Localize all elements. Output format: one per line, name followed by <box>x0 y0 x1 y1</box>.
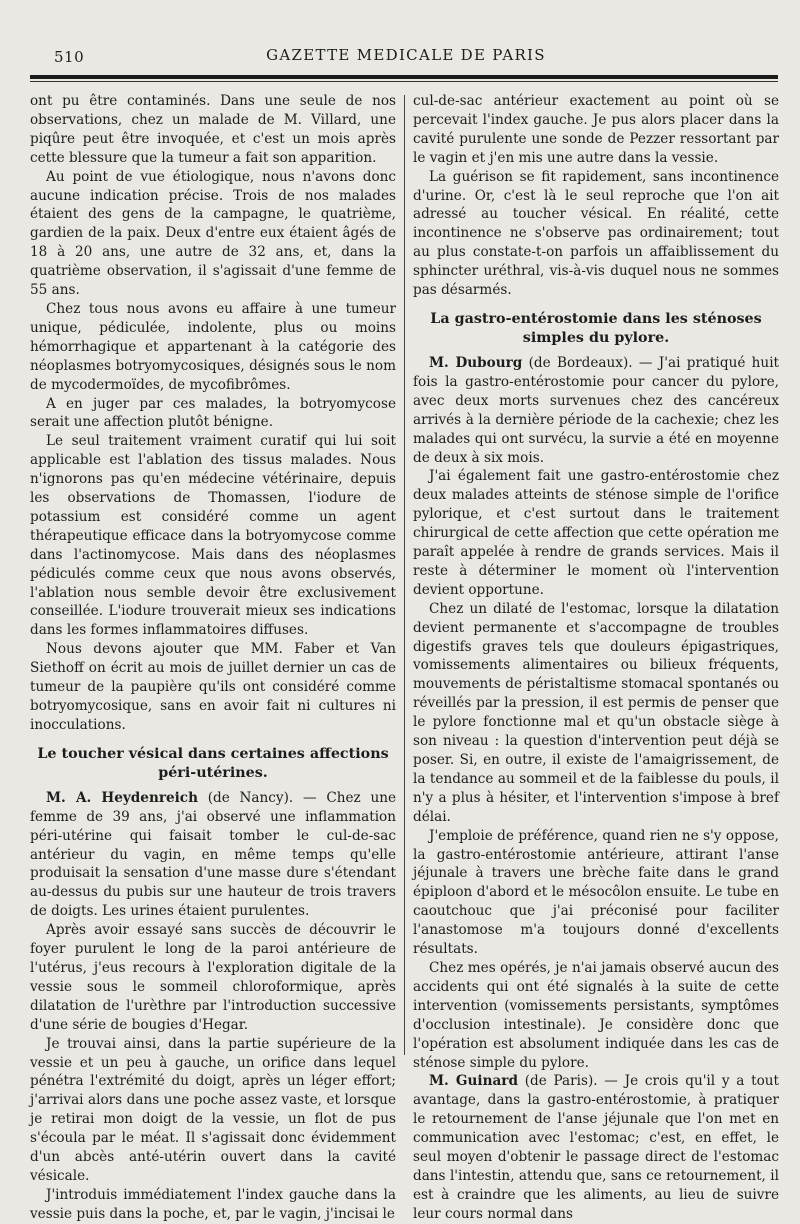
paragraph-text: (de Paris). — Je crois qu'il y a tout avantage, dans la gastro-entérostomie, à pratiquer le retournement de l'anse jéjunale que l'on met en communication avec l'estomac; c'est, en effet, le seul moyen d'obtenir le passage direct de l'estomac dans l'intestin, attendu que, sans ce retournement, il est à craindre que les aliments, au lieu de suivre leur cours normal dans <box>413 1073 779 1222</box>
paragraph: J'ai également fait une gastro-entérostomie chez deux malades atteints de sténose simple de l'orifice pylorique, et c'est surtout dans le traitement chirurgical de cette affection que cette opération me paraît appelée à rendre de grands services. Mais il reste à déterminer le moment où l'intervention devient opportune. <box>413 468 779 598</box>
section-heading: La gastro-entérostomie dans les sténoses simples du pylore. <box>430 310 762 346</box>
right-column <box>413 92 779 1224</box>
paragraph: cul-de-sac antérieur exactement au point où se percevait l'index gauche. Je pus alors placer dans la cavité purulente une sonde de Pezzer ressortant par le vagin et j'en mis une autre dans la vessie. <box>413 93 779 166</box>
paragraph: Chez tous nous avons eu affaire à une tumeur unique, pédiculée, indolente, plus ou moins hémorrhagique et appartenant à la catégorie des néoplasmes botryomycosiques, désignés sous le nom de mycodermoïdes, de mycofibrômes. <box>30 300 396 393</box>
paragraph: La guérison se fit rapidement, sans incontinence d'urine. Or, c'est là le seul reproche que l'on ait adressé au toucher vésical. En réalité, cette incontinence ne s'observe pas ordinairement; tout au plus constate-t-on parfois un affaiblissement du sphincter uréthral, vis-à-vis duquel nous ne sommes pas désarmés. <box>413 168 779 299</box>
paragraph: J'introduis immédiatement l'index gauche dans la vessie puis dans la poche, et, par le vagin, j'incisai le <box>30 1186 396 1222</box>
paragraph: Après avoir essayé sans succès de découvrir le foyer purulent le long de la paroi antérieure de l'utérus, j'eus recours à l'exploration digitale de la vessie sous le sommeil chloroformique, après dilatation de l'urèthre par l'introduction successive d'une série de bougies d'Hegar. <box>30 922 396 1033</box>
left-column <box>30 92 396 1224</box>
paragraph-text: (de Nancy). — Chez une femme de 39 ans, j'ai observé une inflammation péri-utérine qui faisait tomber le cul-de-sac antérieur du vagin, en même temps qu'elle produisait la sensation d'une masse dure s'étendant au-dessus du pubis sur une hauteur de trois travers de doigts. Les urines étaient purulentes. <box>30 789 396 920</box>
speaker-name: M. Dubourg <box>429 354 523 371</box>
paragraph: Le seul traitement vraiment curatif qui lui soit applicable est l'ablation des tissus malades. Nous n'ignorons pas qu'en médecine vétérinaire, depuis les observations de Thomassen, l'iodure de potassium est considéré comme un agent thérapeutique efficace dans la botryomycose comme dans l'actinomycose. Mais dans des néoplasmes pédiculés comme ceux que nous avons observés, l'ablation nous semble devoir être exclusivement conseillée. L'iodure trouverait mieux ses indications dans les formes inflammatoires diffuses. <box>30 433 396 639</box>
paragraph: Je trouvai ainsi, dans la partie supérieure de la vessie et un peu à gauche, un orifice dans lequel pénétra l'extrémité du doigt, après un léger effort; j'arrivai alors dans une poche assez vaste, et lorsque je retirai mon doigt de la vessie, un flot de pus s'écoula par le méat. Il s'agissait donc évidemment d'un abcès anté-utérin ouvert dans la cavité vésicale. <box>30 1035 396 1184</box>
paragraph: J'emploie de préférence, quand rien ne s'y oppose, la gastro-entérostomie antérieure, attirant l'anse jéjunale à travers une brèche faite dans le grand épiploon d'abord et le mésocôlon ensuite. Le tube en caoutchouc que j'ai préconisé pour faciliter l'anastomose m'a toujours donné d'excellents résultats. <box>413 827 779 958</box>
column-divider <box>404 95 405 1055</box>
speaker-name: M. A. Heydenreich <box>46 789 198 806</box>
paragraph: Chez un dilaté de l'estomac, lorsque la dilatation devient permanente et s'accompagne de troubles digestifs graves tels que douleurs épigastriques, vomissements alimentaires ou bilieux fréquents, mouvements de péristaltisme stomacal spontanés ou réveillés par la pression, il est permis de penser que le pylore fonctionne mal et qu'un obstacle siège à son niveau : la question d'intervention peut déjà se poser. Si, en outre, il existe de l'amaigrissement, de la tendance au sommeil et de la faiblesse du pouls, il n'y a plus à hésiter, et l'intervention s'impose à bref délai. <box>413 600 779 825</box>
header-rule <box>30 75 778 79</box>
page-number: 510 <box>54 48 85 66</box>
paragraph: ont pu être contaminés. Dans une seule de nos observations, chez un malade de M. Villard, une piqûre peut être invoquée, et c'est un mois après cette blessure que la tumeur a fait son apparition. <box>30 93 396 166</box>
speaker-name: M. Guinard <box>429 1073 518 1090</box>
section-heading: Le toucher vésical dans certaines affections péri-utérines. <box>37 745 389 781</box>
header-rule-thin <box>30 81 778 82</box>
page-header <box>32 38 780 68</box>
paragraph <box>413 354 779 467</box>
paragraph <box>30 789 396 921</box>
journal-title: GAZETTE MEDICALE DE PARIS <box>266 46 546 64</box>
paragraph: Chez mes opérés, je n'ai jamais observé aucun des accidents qui ont été signalés à la suite de cette intervention (vomissements persistants, symptômes d'occlusion intestinale). Je considère donc que l'opération est absolument indiquée dans les cas de sténose simple du pylore. <box>413 959 779 1071</box>
paragraph: A en juger par ces malades, la botryomycose serait une affection plutôt bénigne. <box>30 395 396 431</box>
paragraph: Nous devons ajouter que MM. Faber et Van Siethoff on écrit au mois de juillet dernier un cas de tumeur de la paupière qu'ils ont considéré comme botryomycosique, sans en avoir fait ni cultures ni inocculations. <box>30 641 396 733</box>
paragraph-text: (de Bordeaux). — J'ai pratiqué huit fois la gastro-entérostomie pour cancer du pylore, avec deux morts survenues chez des cancéreux arrivés à la dernière période de la cachexie; chez les malades qui ont survécu, la survie a été en moyenne de deux à six mois. <box>413 354 779 466</box>
paragraph <box>413 1072 779 1223</box>
paragraph: Au point de vue étiologique, nous n'avons donc aucune indication précise. Trois de nos malades étaient des gens de la campagne, le quatrième, gardien de la paix. Deux d'entre eux étaient âgés de 18 à 20 ans, une autre de 32 ans, et, dans la quatrième observation, il s'agissait d'une femme de 55 ans. <box>30 168 396 299</box>
